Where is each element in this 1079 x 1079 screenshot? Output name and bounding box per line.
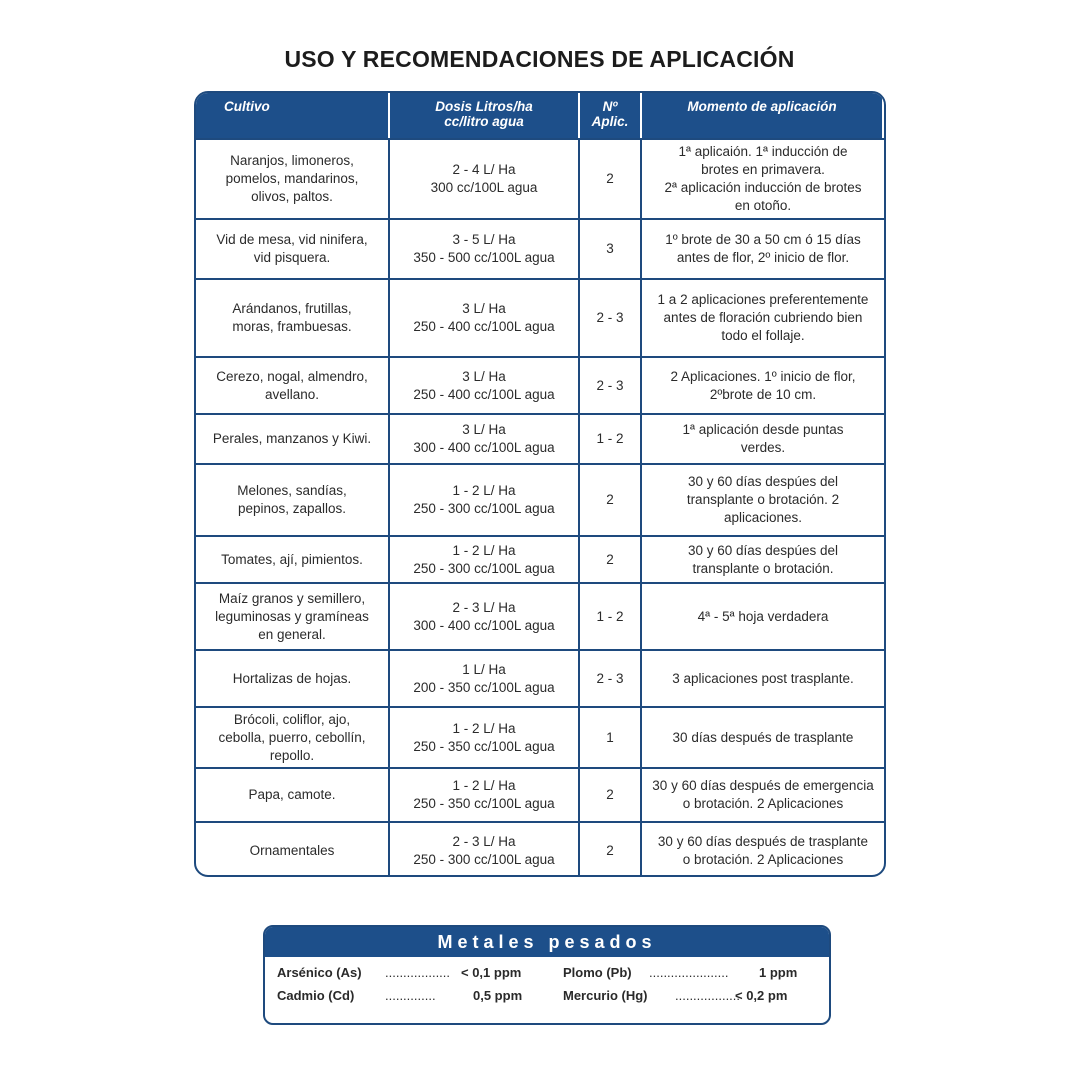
cell-line: 200 - 350 cc/100L agua	[413, 679, 555, 695]
cell-cultivo-text	[233, 670, 352, 688]
cell-line: Perales, manzanos y Kiwi.	[212, 431, 372, 446]
cell-line: 300 - 400 cc/100L agua	[413, 440, 555, 455]
application-table	[194, 91, 886, 877]
cell-line: 2ºbrote de 10 cm.	[709, 386, 817, 402]
cell-line: Arándanos, frutillas,	[232, 301, 352, 316]
cell-cultivo-text	[221, 551, 363, 569]
cell-line: 250 - 300 cc/100L agua	[413, 501, 555, 516]
cell-line: 250 - 400 cc/100L agua	[413, 319, 555, 334]
cadmio-value: 0,5 ppm	[473, 988, 523, 1003]
cell-line: 1 - 2 L/ Ha	[452, 542, 516, 558]
cell-momento	[642, 821, 884, 877]
cell-cultivo	[196, 356, 390, 413]
table-grid	[196, 93, 884, 877]
cell-line: 250 - 300 cc/100L agua	[413, 560, 555, 576]
cell-line: 4ª - 5ª hoja verdadera	[697, 608, 829, 624]
cell-cultivo-text	[248, 786, 335, 804]
cell-cultivo-text	[226, 152, 359, 206]
cell-line: en otoño.	[734, 198, 792, 213]
cell-aplic-text	[606, 170, 614, 188]
cell-line: Ornamentales	[249, 842, 335, 858]
cell-cultivo	[196, 535, 390, 582]
cell-line: 300 cc/100L agua	[430, 180, 538, 195]
header-aplic-line1: Nº	[602, 99, 618, 114]
cell-line: 2	[606, 492, 614, 507]
cell-line: transplante o brotación. 2	[686, 492, 840, 507]
cell-line: 3 L/ Ha	[462, 301, 506, 316]
cell-line: 1ª aplicación desde puntas	[682, 422, 844, 437]
cell-cultivo	[196, 649, 390, 706]
cell-dosis	[390, 706, 580, 767]
cell-line: 3 L/ Ha	[462, 368, 506, 384]
cell-aplic-text	[596, 430, 623, 448]
cell-dosis	[390, 278, 580, 356]
plomo-dots: ......................	[649, 965, 729, 980]
cell-dosis	[390, 138, 580, 218]
cell-line: 1 a 2 aplicaciones preferentemente	[657, 292, 869, 307]
cell-line: 2	[606, 171, 614, 186]
cell-cultivo	[196, 463, 390, 535]
cell-cultivo	[196, 582, 390, 649]
cell-momento-text	[652, 777, 873, 813]
cell-line: pepinos, zapallos.	[237, 501, 347, 516]
cell-line: 1ª aplicaión. 1ª inducción de	[678, 144, 848, 159]
cell-dosis	[390, 463, 580, 535]
header-aplic-line2: Aplic.	[591, 114, 629, 129]
cell-line: verdes.	[740, 440, 786, 455]
cell-aplic-text	[606, 491, 614, 509]
cell-momento	[642, 535, 884, 582]
cell-dosis-text	[413, 777, 554, 813]
cell-momento-text	[665, 231, 861, 267]
cell-line: 2 Aplicaciones. 1º inicio de flor,	[670, 368, 856, 384]
heavy-metals-box	[263, 925, 831, 1025]
metals-row-1	[265, 965, 829, 985]
cell-aplic-text	[596, 670, 623, 688]
cell-line: Brócoli, coliflor, ajo,	[233, 711, 351, 727]
cell-momento-text	[658, 291, 869, 345]
cell-aplic	[580, 582, 642, 649]
cell-dosis-text	[413, 421, 554, 457]
mercurio-dots: ..................	[675, 988, 741, 1003]
cell-momento	[642, 356, 884, 413]
header-aplic	[580, 93, 642, 138]
cell-cultivo-text	[216, 368, 368, 404]
cell-line: 2ª aplicación inducción de brotes	[664, 180, 862, 195]
cell-line: brotes en primavera.	[701, 162, 825, 177]
cell-momento-text	[673, 729, 854, 747]
cell-line: transplante o brotación.	[692, 560, 834, 576]
cell-aplic-text	[606, 729, 614, 747]
cell-aplic	[580, 138, 642, 218]
cell-dosis	[390, 582, 580, 649]
cell-line: Melones, sandías,	[237, 483, 347, 498]
metals-row-2	[265, 988, 829, 1008]
cell-line: 1 - 2 L/ Ha	[452, 720, 516, 736]
cell-momento	[642, 649, 884, 706]
header-cultivo	[196, 93, 390, 138]
cell-line: Tomates, ají, pimientos.	[221, 551, 363, 567]
cell-momento	[642, 463, 884, 535]
cell-cultivo-text	[213, 430, 371, 448]
cell-line: cebolla, puerro, cebollín,	[218, 729, 366, 745]
cell-line: 2 - 3	[596, 377, 624, 393]
header-dosis	[390, 93, 580, 138]
cell-line: antes de flor, 2º inicio de flor.	[676, 250, 850, 265]
header-cultivo-label: Cultivo	[224, 99, 270, 114]
cell-cultivo	[196, 706, 390, 767]
cell-line: 1 L/ Ha	[462, 661, 506, 677]
cell-aplic	[580, 463, 642, 535]
cell-line: 3 - 5 L/ Ha	[452, 232, 516, 247]
cell-line: 1 - 2 L/ Ha	[452, 778, 516, 793]
cell-aplic-text	[606, 240, 614, 258]
cell-line: 30 y 60 días después de trasplante	[657, 833, 869, 849]
cell-aplic-text	[596, 608, 623, 626]
cell-momento-text	[682, 421, 843, 457]
arsenico-label: Arsénico (As)	[277, 965, 362, 980]
cell-momento	[642, 138, 884, 218]
cell-dosis-text	[431, 161, 538, 197]
cell-line: 350 - 500 cc/100L agua	[413, 250, 555, 265]
cell-line: olivos, paltos.	[251, 189, 333, 204]
cell-momento-text	[698, 608, 829, 626]
cell-line: 30 días después de trasplante	[672, 729, 854, 745]
cell-line: aplicaciones.	[723, 510, 803, 525]
cell-line: 30 y 60 días despúes del	[687, 474, 839, 489]
cell-line: Naranjos, limoneros,	[230, 153, 354, 168]
plomo-value: 1 ppm	[759, 965, 798, 980]
mercurio-value: < 0,2 pm	[735, 988, 788, 1003]
cell-aplic-text	[606, 842, 614, 860]
cell-line: 2	[606, 551, 614, 567]
cell-cultivo-text	[237, 482, 347, 518]
cell-line: o brotación. 2 Aplicaciones	[682, 796, 844, 811]
cell-momento-text	[658, 833, 868, 869]
cell-cultivo	[196, 767, 390, 821]
cell-aplic	[580, 706, 642, 767]
cell-dosis-text	[413, 368, 554, 404]
cell-line: 1 - 2 L/ Ha	[452, 483, 516, 498]
cell-dosis-text	[413, 720, 554, 756]
cell-line: todo el follaje.	[721, 328, 805, 343]
cell-line: pomelos, mandarinos,	[225, 171, 359, 186]
cell-aplic	[580, 413, 642, 463]
plomo-label: Plomo (Pb)	[563, 965, 632, 980]
cell-line: 2 - 4 L/ Ha	[452, 162, 516, 177]
cell-line: moras, frambuesas.	[232, 319, 352, 334]
header-momento-label: Momento de aplicación	[687, 99, 837, 114]
cell-cultivo	[196, 218, 390, 278]
cell-dosis	[390, 767, 580, 821]
cell-momento	[642, 582, 884, 649]
cell-dosis-text	[413, 661, 554, 697]
cell-dosis	[390, 649, 580, 706]
header-momento	[642, 93, 884, 138]
cell-dosis-text	[413, 599, 554, 635]
cell-aplic-text	[606, 786, 614, 804]
cadmio-label: Cadmio (Cd)	[277, 988, 355, 1003]
cell-dosis-text	[413, 542, 554, 578]
cell-line: 250 - 300 cc/100L agua	[413, 851, 555, 867]
cell-line: Papa, camote.	[248, 787, 336, 802]
cell-momento-text	[688, 542, 838, 578]
cell-cultivo	[196, 413, 390, 463]
cell-dosis-text	[413, 300, 554, 336]
cell-line: avellano.	[264, 386, 320, 402]
cell-momento-text	[672, 670, 854, 688]
cell-line: 2	[606, 842, 614, 858]
cell-line: 2 - 3	[596, 310, 624, 325]
cell-line: vid pisquera.	[253, 250, 331, 265]
cell-aplic	[580, 278, 642, 356]
cell-aplic	[580, 218, 642, 278]
cell-aplic-text	[606, 551, 614, 569]
cell-cultivo-text	[216, 231, 367, 267]
cell-line: 3	[606, 241, 614, 256]
cell-line: 250 - 350 cc/100L agua	[413, 738, 555, 754]
cell-cultivo	[196, 138, 390, 218]
cell-line: 2	[606, 787, 614, 802]
cell-dosis	[390, 356, 580, 413]
cell-line: o brotación. 2 Aplicaciones	[682, 851, 844, 867]
cell-momento-text	[687, 473, 839, 527]
cell-momento	[642, 218, 884, 278]
cell-momento-text	[670, 368, 855, 404]
cell-line: 1 - 2	[596, 431, 624, 446]
cell-cultivo	[196, 821, 390, 877]
header-dosis-line2: cc/litro agua	[444, 114, 524, 129]
cell-line: 250 - 350 cc/100L agua	[413, 796, 555, 811]
cell-aplic	[580, 356, 642, 413]
arsenico-value: < 0,1 ppm	[461, 965, 522, 980]
cell-dosis	[390, 821, 580, 877]
arsenico-dots: ..................	[385, 965, 451, 980]
cell-line: repollo.	[269, 747, 315, 763]
cell-cultivo	[196, 278, 390, 356]
cell-line: 300 - 400 cc/100L agua	[413, 617, 555, 633]
cell-aplic-text	[596, 377, 623, 395]
cell-line: 1º brote de 30 a 50 cm ó 15 días	[665, 232, 861, 247]
cell-dosis-text	[413, 231, 554, 267]
cell-line: 3 L/ Ha	[462, 422, 506, 437]
cell-dosis-text	[413, 833, 554, 869]
cell-line: en general.	[258, 626, 326, 642]
mercurio-label: Mercurio (Hg)	[563, 988, 648, 1003]
cell-line: Cerezo, nogal, almendro,	[216, 368, 368, 384]
cell-line: 1	[606, 729, 614, 745]
page-title: USO Y RECOMENDACIONES DE APLICACIÓN	[284, 46, 795, 72]
cell-cultivo-text	[232, 300, 351, 336]
cell-line: Maíz granos y semillero,	[218, 590, 366, 606]
cell-dosis	[390, 413, 580, 463]
cell-line: 2 - 3 L/ Ha	[452, 599, 516, 615]
cell-line: Hortalizas de hojas.	[232, 670, 352, 686]
cell-aplic	[580, 649, 642, 706]
heavy-metals-title: Metales pesados	[265, 927, 829, 957]
cell-line: Vid de mesa, vid ninifera,	[216, 232, 368, 247]
cell-momento	[642, 767, 884, 821]
cell-cultivo-text	[218, 711, 365, 765]
cell-dosis	[390, 535, 580, 582]
cell-line: 30 y 60 días después de emergencia	[652, 778, 874, 793]
cell-dosis	[390, 218, 580, 278]
cell-momento	[642, 413, 884, 463]
cell-cultivo-text	[215, 590, 369, 644]
cell-aplic-text	[596, 309, 623, 327]
cell-line: 1 - 2	[596, 608, 624, 624]
cell-dosis-text	[413, 482, 554, 518]
cell-line: leguminosas y gramíneas	[215, 608, 369, 624]
cell-momento-text	[664, 143, 861, 215]
cell-momento	[642, 278, 884, 356]
cell-cultivo-text	[250, 842, 335, 860]
cell-aplic	[580, 821, 642, 877]
cell-line: 30 y 60 días despúes del	[687, 542, 839, 558]
cell-aplic	[580, 767, 642, 821]
cadmio-dots: ..............	[385, 988, 436, 1003]
cell-momento	[642, 706, 884, 767]
cell-aplic	[580, 535, 642, 582]
cell-line: 2 - 3 L/ Ha	[452, 833, 516, 849]
cell-line: antes de floración cubriendo bien	[663, 310, 863, 325]
cell-line: 2 - 3	[596, 670, 624, 686]
header-dosis-line1: Dosis Litros/ha	[435, 99, 533, 114]
cell-line: 3 aplicaciones post trasplante.	[672, 670, 854, 686]
cell-line: 250 - 400 cc/100L agua	[413, 386, 555, 402]
